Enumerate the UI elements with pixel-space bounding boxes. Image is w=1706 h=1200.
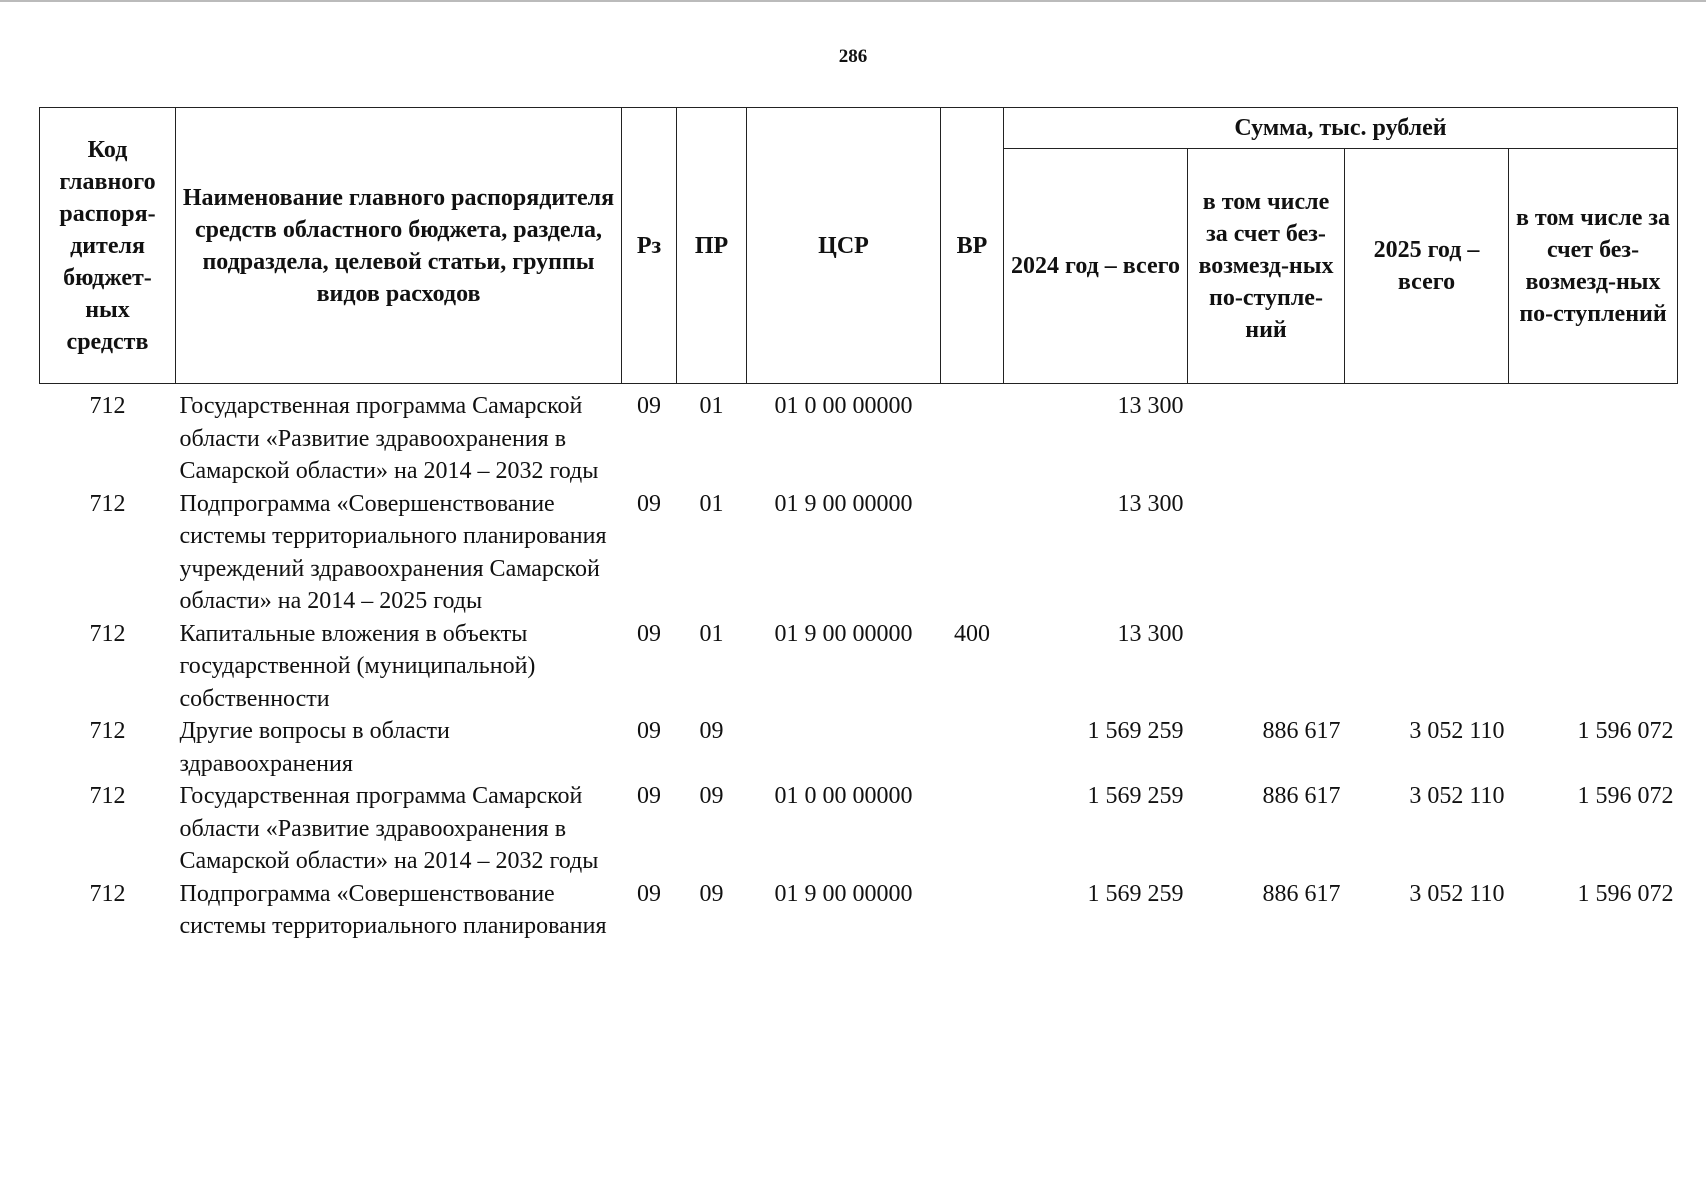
table-row [40, 780, 1678, 878]
cell-2025-free: 1 596 072 [1577, 783, 1674, 809]
cell-name: Подпрограмма «Совершенствование системы территориального планирования учреждений здравоохранения Самарской области» на 2014 – 2025 годы [179, 490, 607, 614]
cell-code: 712 [89, 718, 126, 744]
cell-2024-total: 1 569 259 [1087, 880, 1184, 907]
cell-2025-free: 1 596 072 [1577, 718, 1674, 744]
cell-2024-free: 886 617 [1262, 880, 1341, 907]
cell-vr [941, 780, 1004, 878]
cell-pr: 01 [699, 490, 724, 517]
cell-csr: 01 9 00 00000 [774, 490, 913, 517]
cell-pr: 01 [699, 620, 724, 647]
cell-2024-free [1188, 384, 1345, 488]
cell-name: Капитальные вложения в объекты государственной (муниципальной) собственности [179, 620, 536, 712]
cell-2025-total [1345, 384, 1509, 488]
cell-2025-total [1345, 488, 1509, 618]
cell-rz: 09 [637, 718, 661, 744]
table-row [40, 488, 1678, 618]
header-code: Код главного распоря-дителя бюджет-ных средств [40, 108, 176, 384]
cell-pr: 09 [699, 880, 724, 907]
cell-rz: 09 [637, 620, 661, 647]
scan-edge-line [0, 0, 1706, 2]
cell-2025-total: 3 052 110 [1409, 783, 1505, 809]
header-csr: ЦСР [747, 108, 941, 384]
cell-rz: 09 [637, 393, 661, 419]
budget-table [39, 107, 1678, 943]
cell-2024-free [1188, 618, 1345, 716]
cell-csr: 01 0 00 00000 [774, 393, 913, 419]
cell-2024-total: 13 300 [1117, 490, 1184, 517]
cell-2025-free [1509, 618, 1678, 716]
cell-2025-free [1509, 384, 1678, 488]
cell-name: Другие вопросы в области здравоохранения [179, 718, 450, 777]
cell-vr [941, 878, 1004, 943]
cell-rz: 09 [637, 880, 661, 907]
cell-2024-total: 13 300 [1117, 620, 1184, 647]
table-row [40, 878, 1678, 943]
cell-csr: 01 0 00 00000 [774, 783, 913, 809]
header-2025-free: в том числе за счет без-возмезд-ных по-ступлений [1509, 149, 1678, 384]
cell-code: 712 [89, 490, 126, 517]
cell-2024-free: 886 617 [1262, 718, 1341, 744]
cell-name: Государственная программа Самарской области «Развитие здравоохранения в Самарской области» на 2014 – 2032 годы [179, 393, 599, 484]
header-sum: Сумма, тыс. рублей [1004, 108, 1678, 149]
header-rz: Рз [622, 108, 677, 384]
cell-2025-free: 1 596 072 [1577, 880, 1674, 907]
cell-csr: 01 9 00 00000 [774, 620, 913, 647]
cell-code: 712 [89, 880, 126, 907]
cell-pr: 01 [699, 393, 724, 419]
cell-code: 712 [89, 393, 126, 419]
header-pr: ПР [677, 108, 747, 384]
header-2024-total: 2024 год – всего [1004, 149, 1188, 384]
cell-2024-total: 1 569 259 [1087, 718, 1184, 744]
cell-vr [941, 715, 1004, 780]
cell-csr: 01 9 00 00000 [774, 880, 913, 907]
cell-rz: 09 [637, 783, 661, 809]
cell-2025-total: 3 052 110 [1409, 718, 1505, 744]
cell-vr [941, 488, 1004, 618]
page-number: 286 [838, 46, 868, 67]
cell-pr: 09 [699, 718, 724, 744]
header-vr: ВР [941, 108, 1004, 384]
cell-2024-total: 13 300 [1117, 393, 1184, 419]
cell-2025-total [1345, 618, 1509, 716]
cell-code: 712 [89, 783, 126, 809]
cell-name: Подпрограмма «Совершенствование системы территориального планирования [179, 880, 607, 939]
cell-csr [747, 715, 941, 780]
cell-pr: 09 [699, 783, 724, 809]
cell-vr [941, 384, 1004, 488]
cell-vr: 400 [954, 620, 990, 647]
cell-rz: 09 [637, 490, 661, 517]
table-row [40, 715, 1678, 780]
cell-2025-free [1509, 488, 1678, 618]
cell-2024-total: 1 569 259 [1087, 783, 1184, 809]
header-2024-free: в том числе за счет без-возмезд-ных по-ступле-ний [1188, 149, 1345, 384]
table-row [40, 384, 1678, 488]
header-2025-total: 2025 год – всего [1345, 149, 1509, 384]
cell-2024-free: 886 617 [1262, 783, 1341, 809]
header-name: Наименование главного распорядителя средств областного бюджета, раздела, подраздела, целевой статьи, группы видов расходов [176, 108, 622, 384]
cell-code: 712 [89, 620, 126, 647]
table-row [40, 618, 1678, 716]
cell-2024-free [1188, 488, 1345, 618]
cell-name: Государственная программа Самарской области «Развитие здравоохранения в Самарской области» на 2014 – 2032 годы [179, 783, 599, 874]
cell-2025-total: 3 052 110 [1409, 880, 1505, 907]
